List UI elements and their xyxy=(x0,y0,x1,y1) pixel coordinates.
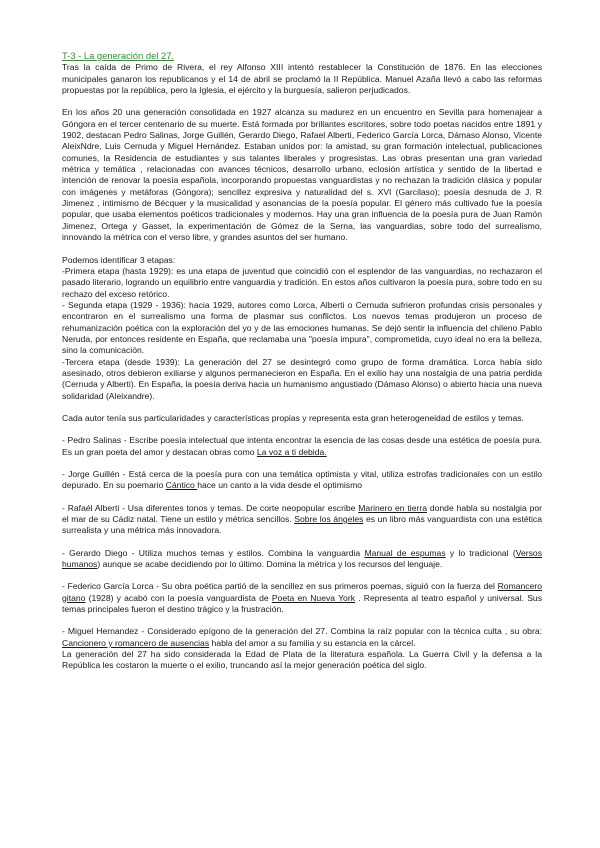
stages-heading: Podemos identificar 3 etapas: xyxy=(62,254,176,265)
work-title: Sobre los ángeles xyxy=(294,514,364,525)
stage-second: - Segunda etapa (1929 - 1936): hacia 1929, autores como Lorca, Alberti o Cernuda sufrieron profundas crisis personales y encontraron en el surrealismo una forma de plasmar sus conflictos. Los nuevos temas produjeron un proceso de rehumanización poética con la exploración del yo y de las emociones humanas. Se dejó sentir la influencia del chileno Pablo Neruda, por entonces residente en España, que reclamaba una "poesía impura", comprometida, cuyo ideal no era la belleza, sino la comunicación. xyxy=(62,299,542,356)
work-title: La voz a ti debida. xyxy=(256,446,327,457)
work-title: Romancero gitano xyxy=(62,581,542,603)
author-salinas: - Pedro Salinas - Escribe poesía intelectual que intenta encontrar la esencia de las cosas desde una estética de poesía pura. Es un gran poeta del amor y destacan obras como La voz a ti debida. xyxy=(62,435,542,457)
author-alberti: - Rafaél Alberti - Usa diferentes tonos y temas. De corte neopopular escribe Marinero en tierra donde habla su nostalgia por el mar de su Cádiz natal. Tiene un estilo y métrica sencillos. Sobre los ángeles es un libro más vanguardista con una estética surrealista y una métrica más innovadora. xyxy=(62,502,543,536)
work-title: Poeta en Nueva York xyxy=(271,592,355,603)
stage-first: -Primera etapa (hasta 1929): es una etapa de juventud que coincidió con el esplendor de las vanguardias, no rechazaron el pasado literario, logrando un equilibrio entre vanguardia y tradición. En estos años cultivaron la poesía pura, sobre todo en su rechazo del exceso retórico. xyxy=(62,265,542,299)
work-title: Marinero en tierra xyxy=(358,502,427,513)
author-hernandez: - Miguel Hernandez - Considerado epígono de la generación del 27. Combina la raíz popular con la técnica culta , su obra: Cancionero y romancero de ausencias habla del amor a su familia y su estancia en la cárcel. xyxy=(62,626,542,648)
work-title: Versos humanos xyxy=(62,547,542,570)
document-title: T-3 - La generación del 27. xyxy=(62,50,175,61)
authors-intro: Cada autor tenía sus particularidades y características propias y representa esta gran heterogeneidad de estilos y temas. xyxy=(62,412,524,423)
closing-paragraph: La generación del 27 ha sido considerada la Edad de Plata de la literatura española. La Guerra Civil y la defensa a la República les costaron la muerte o el exilio, truncando así la mejor generación poética del siglo. xyxy=(62,649,542,671)
intro-paragraph: Tras la caída de Primo de Rivera, el rey Alfonso XIII intentó restablecer la Constitución de 1876. En las elecciones municipales ganaron los republicanos y el 14 de abril se proclamó la II República. Manuel Azaña llevó a cabo las reformas propuestas por la república, pero la Iglesia, el ejército y la burguesía, salieron perjudicados. xyxy=(62,62,542,96)
work-title: Cancionero y romancero de ausencias xyxy=(62,637,210,648)
author-lorca: - Federico García Lorca - Su obra poética partió de la sencillez en sus primeros poemas, siguió con la fuerza del Romancero gitano (1928) y acabó con la poesía vanguardista de Poeta en Nueva York . Representa al teatro español y universal. Sus temas principales fueron el destino trágico y la frustración. xyxy=(62,581,543,615)
stage-third: -Tercera etapa (desde 1939): La generación del 27 se desintegró como grupo de forma dramática. Lorca había sido asesinado, otros debieron exiliarse y algunos permanecieron en España. En el exilio hay una nostalgia de una patria perdida (Cernuda y Alberti). En España, la poesía deriva hacia un humanismo angustiado (Dámaso Alonso) o abierto hacia una nueva solidaridad (Aleixandre). xyxy=(62,356,542,401)
main-paragraph: En los años 20 una generación consolidada en 1927 alcanza su madurez en un encuentro en Sevilla para homenajear a Góngora en el tercer centenario de su muerte. Está formada por brillantes escritores, sobre todo poetas nacidos entre 1891 y 1902, destacan Pedro Salinas, Jorge Guillén, Gerardo Diego, Rafael Alberti, Federico García Lorca, Dámaso Alonso, Vicente AleixNdre, Luis Cernuda y Miguel Hernández. Estaban unidos por: la amistad, su gran formación intelectual, publicaciones comunes, la Residencia de estudiantes y sus talantes liberales y progresistas. Las obras presentan una gran variedad métrica y temática , relacionadas con avances técnicos, desarrollo urbano, eclosión artística y sentido de la libertad e intención de renovar la poesía española, incorporando propuestas vanguardistas y no rechazan la tradición clásica y popular con imágenes y metáforas (Góngora); sencillez expresiva y naturalidad del s. XVI (Garcilaso); poesía desnuda de J. R Jimenez , intimismo de Bécquer y la musicalidad y asonancias de la poesía popular. El género más cultivado fue la poesía popular, que usaba elementos poéticos tradicionales y modernos. Hay una gran influencia de la poesía pura de Juan Ramón Jimenez, Ortega y Gasset, la experimentación de Gómez de la Serna, las vanguardias, sobre todo del surrealismo, innovando la métrica con el verso libre, y grandes asuntos del ser humano. xyxy=(62,107,542,243)
author-diego: - Gerardo Diego - Utiliza muchos temas y estilos. Combina la vanguardia Manual de espumas y lo tradicional (Versos humanos) aunque se acabe decidiendo por lo último. Domina la métrica y los recursos del lenguaje. xyxy=(62,547,542,570)
author-guillen: - Jorge Guillén - Está cerca de la poesía pura con una temática optimista y vital, utiliza estrofas tradicionales con un estilo depurado. En su poemario Cántico hace un canto a la vida desde el optimismo xyxy=(62,469,542,491)
document-page xyxy=(62,50,542,672)
work-title: Manual de espumas xyxy=(364,547,446,558)
work-title: Cántico xyxy=(165,480,198,491)
